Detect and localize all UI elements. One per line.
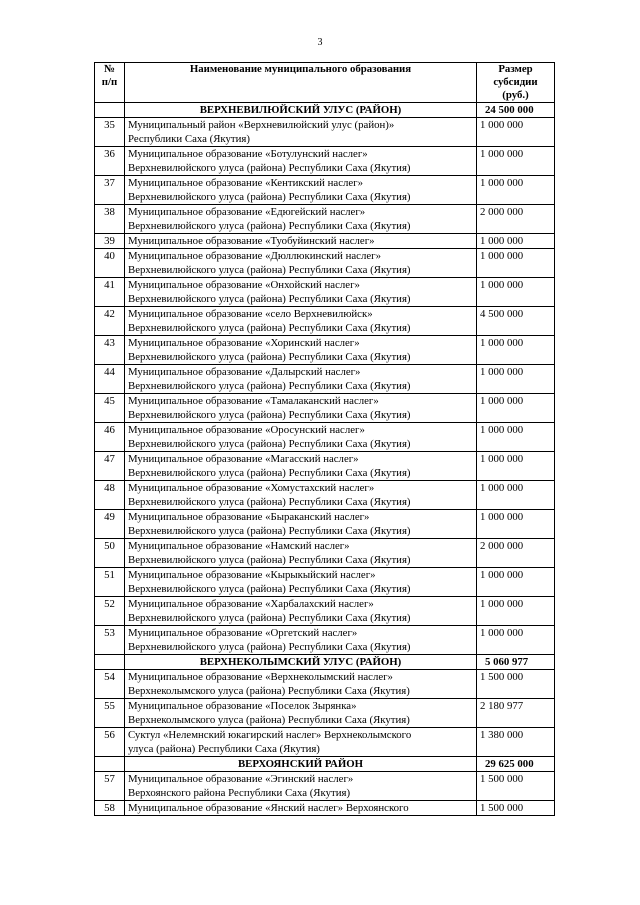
- subsidy-amount: 1 000 000: [477, 336, 555, 365]
- municipality-name-line: Верхневилюйского улуса (района) Республики Саха (Якутия): [128, 293, 411, 305]
- table-row: [95, 118, 555, 147]
- municipality-name-line: Верхневилюйского улуса (района) Республики Саха (Якутия): [128, 220, 411, 232]
- municipality-name-line: Верхневилюйского улуса (района) Республики Саха (Якутия): [128, 351, 411, 363]
- municipality-name-line: Верхневилюйского улуса (района) Республики Саха (Якутия): [128, 438, 411, 450]
- municipality-name-line: Муниципальное образование «Харбалахский наслег»: [128, 598, 374, 610]
- table-row: [95, 568, 555, 597]
- municipality-name-line: Муниципальное образование «Туобуйинский наслег»: [128, 235, 375, 247]
- subsidy-amount: 1 000 000: [477, 597, 555, 626]
- table-row: [95, 423, 555, 452]
- table-row: [95, 147, 555, 176]
- row-number: 52: [95, 597, 125, 626]
- section-row: [95, 757, 555, 772]
- municipality-name: [125, 176, 477, 205]
- table-row: [95, 801, 555, 816]
- table-row: [95, 394, 555, 423]
- row-number: 57: [95, 772, 125, 801]
- municipality-name-line: Верхневилюйского улуса (района) Республики Саха (Якутия): [128, 612, 411, 624]
- municipality-name: [125, 278, 477, 307]
- municipality-name-line: Верхневилюйского улуса (района) Республики Саха (Якутия): [128, 525, 411, 537]
- municipality-name-line: Верхневилюйского улуса (района) Республики Саха (Якутия): [128, 467, 411, 479]
- row-number: 37: [95, 176, 125, 205]
- municipality-name-line: Верхоянского района Республики Саха (Якутия): [128, 787, 351, 799]
- table-row: [95, 336, 555, 365]
- municipality-name: [125, 801, 477, 816]
- municipality-name-line: Муниципальное образование «Тамалаканский наслег»: [128, 395, 379, 407]
- municipality-name-line: Верхневилюйского улуса (района) Республики Саха (Якутия): [128, 554, 411, 566]
- municipality-name-line: Муниципальное образование «Едюгейский наслег»: [128, 206, 366, 218]
- municipality-name-line: Муниципальное образование «Быраканский наслег»: [128, 511, 370, 523]
- municipality-name: [125, 481, 477, 510]
- municipality-name: [125, 626, 477, 655]
- municipality-name-line: Муниципальное образование «Ботулунский наслег»: [128, 148, 368, 160]
- subsidy-amount: 1 000 000: [477, 249, 555, 278]
- subsidy-amount: 1 000 000: [477, 278, 555, 307]
- municipality-name: [125, 699, 477, 728]
- table-row: [95, 728, 555, 757]
- municipality-name-line: Муниципальное образование «Верхнеколымский наслег»: [128, 671, 393, 683]
- section-total: 5 060 977: [477, 655, 555, 670]
- municipality-name-line: Муниципальное образование «Намский наслег»: [128, 540, 350, 552]
- municipality-name: [125, 728, 477, 757]
- municipality-name-line: Верхневилюйского улуса (района) Республики Саха (Якутия): [128, 583, 411, 595]
- table-row: [95, 597, 555, 626]
- section-row: [95, 655, 555, 670]
- municipality-name-line: Суктул «Нелемнский юкагирский наслег» Верхнеколымского: [128, 729, 412, 741]
- municipality-name-line: Верхневилюйского улуса (района) Республики Саха (Якутия): [128, 191, 411, 203]
- row-number: 42: [95, 307, 125, 336]
- municipality-name-line: Муниципальное образование «Оросунский наслег»: [128, 424, 365, 436]
- table-body: [95, 103, 555, 816]
- subsidy-amount: 1 500 000: [477, 801, 555, 816]
- municipality-name: [125, 510, 477, 539]
- municipality-name: [125, 118, 477, 147]
- row-number: 35: [95, 118, 125, 147]
- row-number: 55: [95, 699, 125, 728]
- table-row: [95, 772, 555, 801]
- municipality-name-line: Муниципальное образование «Поселок Зырянка»: [128, 700, 357, 712]
- table-row: [95, 205, 555, 234]
- table-row: [95, 539, 555, 568]
- section-number-cell: [95, 103, 125, 118]
- table-row: [95, 452, 555, 481]
- municipality-name-line: Муниципальное образование «Далырский наслег»: [128, 366, 361, 378]
- municipality-name-line: Верхневилюйского улуса (района) Республики Саха (Якутия): [128, 162, 411, 174]
- municipality-name-line: Верхневилюйского улуса (района) Республики Саха (Якутия): [128, 409, 411, 421]
- row-number: 46: [95, 423, 125, 452]
- row-number: 36: [95, 147, 125, 176]
- subsidy-amount: 1 000 000: [477, 234, 555, 249]
- table-header-row: [95, 63, 555, 103]
- header-amount: Размер субсидии (руб.): [477, 63, 555, 103]
- municipality-name-line: Верхневилюйского улуса (района) Республики Саха (Якутия): [128, 322, 411, 334]
- row-number: 50: [95, 539, 125, 568]
- municipality-name-line: Муниципальное образование «село Верхневилюйск»: [128, 308, 373, 320]
- row-number: 38: [95, 205, 125, 234]
- row-number: 43: [95, 336, 125, 365]
- row-number: 54: [95, 670, 125, 699]
- table-row: [95, 699, 555, 728]
- section-number-cell: [95, 655, 125, 670]
- subsidy-amount: 2 000 000: [477, 539, 555, 568]
- municipality-name: [125, 336, 477, 365]
- row-number: 39: [95, 234, 125, 249]
- section-row: [95, 103, 555, 118]
- municipality-name: [125, 423, 477, 452]
- row-number: 58: [95, 801, 125, 816]
- row-number: 53: [95, 626, 125, 655]
- header-number: № п/п: [95, 63, 125, 103]
- header-name: Наименование муниципального образования: [125, 63, 477, 103]
- section-title: ВЕРХОЯНСКИЙ РАЙОН: [125, 757, 477, 772]
- subsidy-amount: 1 000 000: [477, 118, 555, 147]
- subsidy-amount: 1 000 000: [477, 365, 555, 394]
- row-number: 40: [95, 249, 125, 278]
- municipality-name: [125, 307, 477, 336]
- municipality-name-line: Муниципальное образование «Магасский наслег»: [128, 453, 359, 465]
- municipality-name-line: Верхневилюйского улуса (района) Республики Саха (Якутия): [128, 641, 411, 653]
- municipality-name-line: Муниципальное образование «Дюллюкинский наслег»: [128, 250, 381, 262]
- municipality-name-line: Муниципальное образование «Кентикский наслег»: [128, 177, 363, 189]
- subsidy-amount: 4 500 000: [477, 307, 555, 336]
- municipality-name: [125, 568, 477, 597]
- municipality-name-line: Верхневилюйского улуса (района) Республики Саха (Якутия): [128, 496, 411, 508]
- municipality-name-line: Республики Саха (Якутия): [128, 133, 250, 145]
- section-total: 24 500 000: [477, 103, 555, 118]
- municipality-name-line: Верхневилюйского улуса (района) Республики Саха (Якутия): [128, 264, 411, 276]
- municipality-name-line: Муниципальное образование «Оргетский наслег»: [128, 627, 358, 639]
- municipality-name-line: улуса (района) Республики Саха (Якутия): [128, 743, 320, 755]
- section-number-cell: [95, 757, 125, 772]
- municipality-name: [125, 394, 477, 423]
- row-number: 56: [95, 728, 125, 757]
- subsidy-amount: 1 000 000: [477, 423, 555, 452]
- row-number: 44: [95, 365, 125, 394]
- subsidy-amount: 2 180 977: [477, 699, 555, 728]
- section-total: 29 625 000: [477, 757, 555, 772]
- municipality-name: [125, 365, 477, 394]
- subsidy-amount: 1 000 000: [477, 568, 555, 597]
- subsidy-amount: 1 000 000: [477, 510, 555, 539]
- table-row: [95, 234, 555, 249]
- row-number: 49: [95, 510, 125, 539]
- section-title: ВЕРХНЕКОЛЫМСКИЙ УЛУС (РАЙОН): [125, 655, 477, 670]
- subsidy-amount: 1 000 000: [477, 176, 555, 205]
- row-number: 45: [95, 394, 125, 423]
- subsidy-amount: 1 500 000: [477, 772, 555, 801]
- municipality-name-line: Верхневилюйского улуса (района) Республики Саха (Якутия): [128, 380, 411, 392]
- table-row: [95, 176, 555, 205]
- table-row: [95, 626, 555, 655]
- subsidy-amount: 1 000 000: [477, 452, 555, 481]
- municipality-name: [125, 539, 477, 568]
- municipality-name-line: Муниципальный район «Верхневилюйский улус (район)»: [128, 119, 395, 131]
- municipality-name-line: Муниципальное образование «Хомустахский наслег»: [128, 482, 375, 494]
- subsidy-amount: 1 000 000: [477, 394, 555, 423]
- municipality-name: [125, 147, 477, 176]
- table-row: [95, 481, 555, 510]
- municipality-name: [125, 205, 477, 234]
- table-row: [95, 307, 555, 336]
- table-row: [95, 510, 555, 539]
- table-row: [95, 249, 555, 278]
- municipality-name: [125, 249, 477, 278]
- table-row: [95, 670, 555, 699]
- subsidy-amount: 1 500 000: [477, 670, 555, 699]
- municipality-name-line: Муниципальное образование «Янский наслег» Верхоянского: [128, 802, 409, 814]
- subsidy-amount: 1 000 000: [477, 147, 555, 176]
- row-number: 47: [95, 452, 125, 481]
- municipality-name-line: Верхнеколымского улуса (района) Республики Саха (Якутия): [128, 685, 410, 697]
- municipality-name: [125, 670, 477, 699]
- municipality-name-line: Муниципальное образование «Эгинский наслег»: [128, 773, 354, 785]
- row-number: 51: [95, 568, 125, 597]
- municipality-name: [125, 772, 477, 801]
- subsidy-amount: 1 000 000: [477, 481, 555, 510]
- subsidy-amount: 2 000 000: [477, 205, 555, 234]
- municipality-name-line: Муниципальное образование «Онхойский наслег»: [128, 279, 360, 291]
- municipality-name: [125, 597, 477, 626]
- subsidy-table: [94, 62, 555, 816]
- table-row: [95, 365, 555, 394]
- table-row: [95, 278, 555, 307]
- municipality-name-line: Верхнеколымского улуса (района) Республики Саха (Якутия): [128, 714, 410, 726]
- municipality-name-line: Муниципальное образование «Хоринский наслег»: [128, 337, 360, 349]
- section-title: ВЕРХНЕВИЛЮЙСКИЙ УЛУС (РАЙОН): [125, 103, 477, 118]
- row-number: 48: [95, 481, 125, 510]
- row-number: 41: [95, 278, 125, 307]
- subsidy-amount: 1 380 000: [477, 728, 555, 757]
- municipality-name-line: Муниципальное образование «Кырыкыйский наслег»: [128, 569, 376, 581]
- page-number: 3: [317, 37, 323, 48]
- municipality-name: [125, 234, 477, 249]
- municipality-name: [125, 452, 477, 481]
- subsidy-amount: 1 000 000: [477, 626, 555, 655]
